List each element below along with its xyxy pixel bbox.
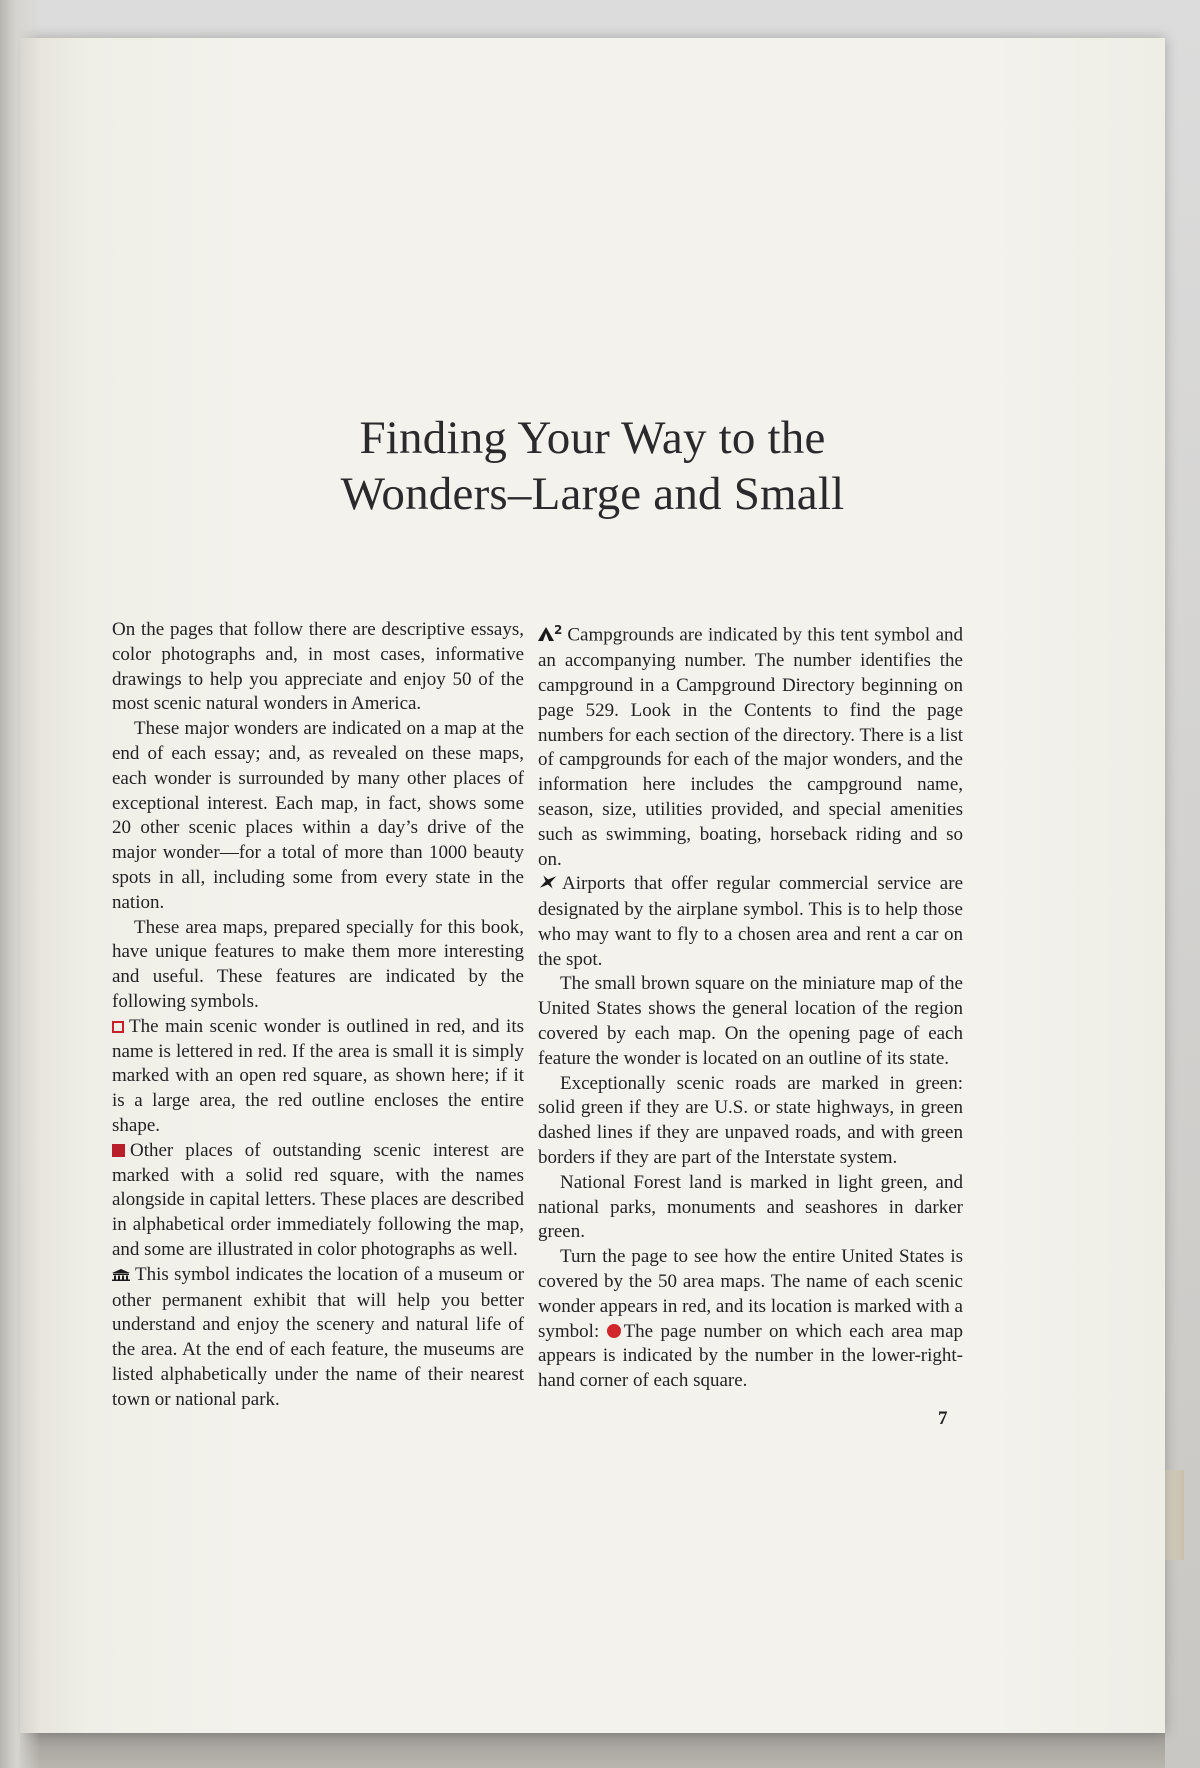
page-number: 7 — [938, 1408, 948, 1429]
paragraph-main-wonder — [112, 1015, 524, 1139]
book-spine-shadow — [0, 0, 40, 1768]
book-page — [20, 38, 1165, 1733]
red-dot-icon — [607, 1324, 621, 1338]
paragraph-museum — [112, 1263, 524, 1413]
title-line-1: Finding Your Way to the — [359, 412, 826, 464]
right-column — [538, 618, 963, 1394]
paragraph-airports — [538, 872, 963, 972]
airplane-icon — [538, 873, 558, 898]
paragraph-turn-page-text-a: Turn the page to see how the entire United States is covered by the 50 area maps. The name of each scenic wonder appears in red, and its location is marked with a symbol: — [538, 1246, 963, 1342]
paragraph-turn-page — [538, 1245, 963, 1394]
page-title — [20, 410, 1165, 522]
tent-number: 2 — [554, 623, 563, 637]
paragraph-turn-page-text-b: The page number on which each area map appears is indicated by the number in the lower-right-hand corner of each square. — [538, 1320, 963, 1392]
solid-red-square-icon — [112, 1144, 125, 1157]
paragraph-campgrounds-text: Campgrounds are indicated by this tent symbol and an accompanying number. The number identifies the campground in a Campground Directory beginning on page 529. Look in the Contents to find the page numbers for each section of the directory. There is a list of campgrounds for each of the major wonders, and the information here includes the campground name, season, size, utilities provided, and special amenities such as swimming, boating, horseback riding and so on. — [538, 624, 963, 870]
paragraph-area-maps: These area maps, prepared specially for this book, have unique features to make them more interesting and useful. These features are indicated by the following symbols. — [112, 916, 524, 1012]
paragraph-brown-square: The small brown square on the miniature map of the United States shows the general location of the region covered by each map. On the opening page of each feature the wonder is located on an outline of its state. — [538, 973, 963, 1069]
paragraph-national-forest: National Forest land is marked in light green, and national parks, monuments and seashores in darker green. — [538, 1171, 963, 1243]
page-bottom-edge — [20, 1732, 1165, 1768]
open-red-square-icon — [112, 1021, 124, 1033]
paragraph-other-places — [112, 1139, 524, 1263]
page-tab — [1163, 1470, 1184, 1560]
title-line-2: Wonders–Large and Small — [340, 468, 845, 520]
paragraph-intro: On the pages that follow there are descriptive essays, color photographs and, in most cases, informative drawings to help you appreciate and enjoy 50 of the most scenic natural wonders in America. — [112, 619, 524, 715]
paragraph-scenic-roads: Exceptionally scenic roads are marked in green: solid green if they are U.S. or state highways, in green dashed lines if they are unpaved roads, and with green borders if they are part of the Interstate system. — [538, 1072, 963, 1169]
paragraph-major-wonders: These major wonders are indicated on a map at the end of each essay; and, as revealed on these maps, each wonder is surrounded by many other places of exceptional interest. Each map, in fact, shows some 20 other scenic places within a day’s drive of the major wonder—for a total of more than 1000 beauty spots in all, including some from every state in the nation. — [112, 718, 524, 913]
museum-icon — [112, 1264, 130, 1289]
paragraph-campgrounds — [538, 618, 963, 872]
paragraph-airports-text: Airports that offer regular commercial service are designated by the airplane symbol. This is to help those who may want to fly to a chosen area and rent a car on the spot. — [538, 873, 963, 970]
tent-icon — [538, 618, 562, 649]
paragraph-museum-text: This symbol indicates the location of a museum or other permanent exhibit that will help you better understand and enjoy the scenery and natural life of the area. At the end of each feature, the museums are listed alphabetically under the name of their nearest town or national park. — [112, 1263, 524, 1410]
paragraph-main-wonder-text: The main scenic wonder is outlined in red, and its name is lettered in red. If the area is small it is simply marked with an open red square, as shown here; if it is a large area, the red outline encloses the entire shape. — [112, 1015, 524, 1136]
left-column — [112, 618, 524, 1413]
paragraph-other-places-text: Other places of outstanding scenic interest are marked with a solid red square, with the names alongside in capital letters. These places are described in alphabetical order immediately following the map, and some are illustrated in color photographs as well. — [112, 1139, 524, 1260]
